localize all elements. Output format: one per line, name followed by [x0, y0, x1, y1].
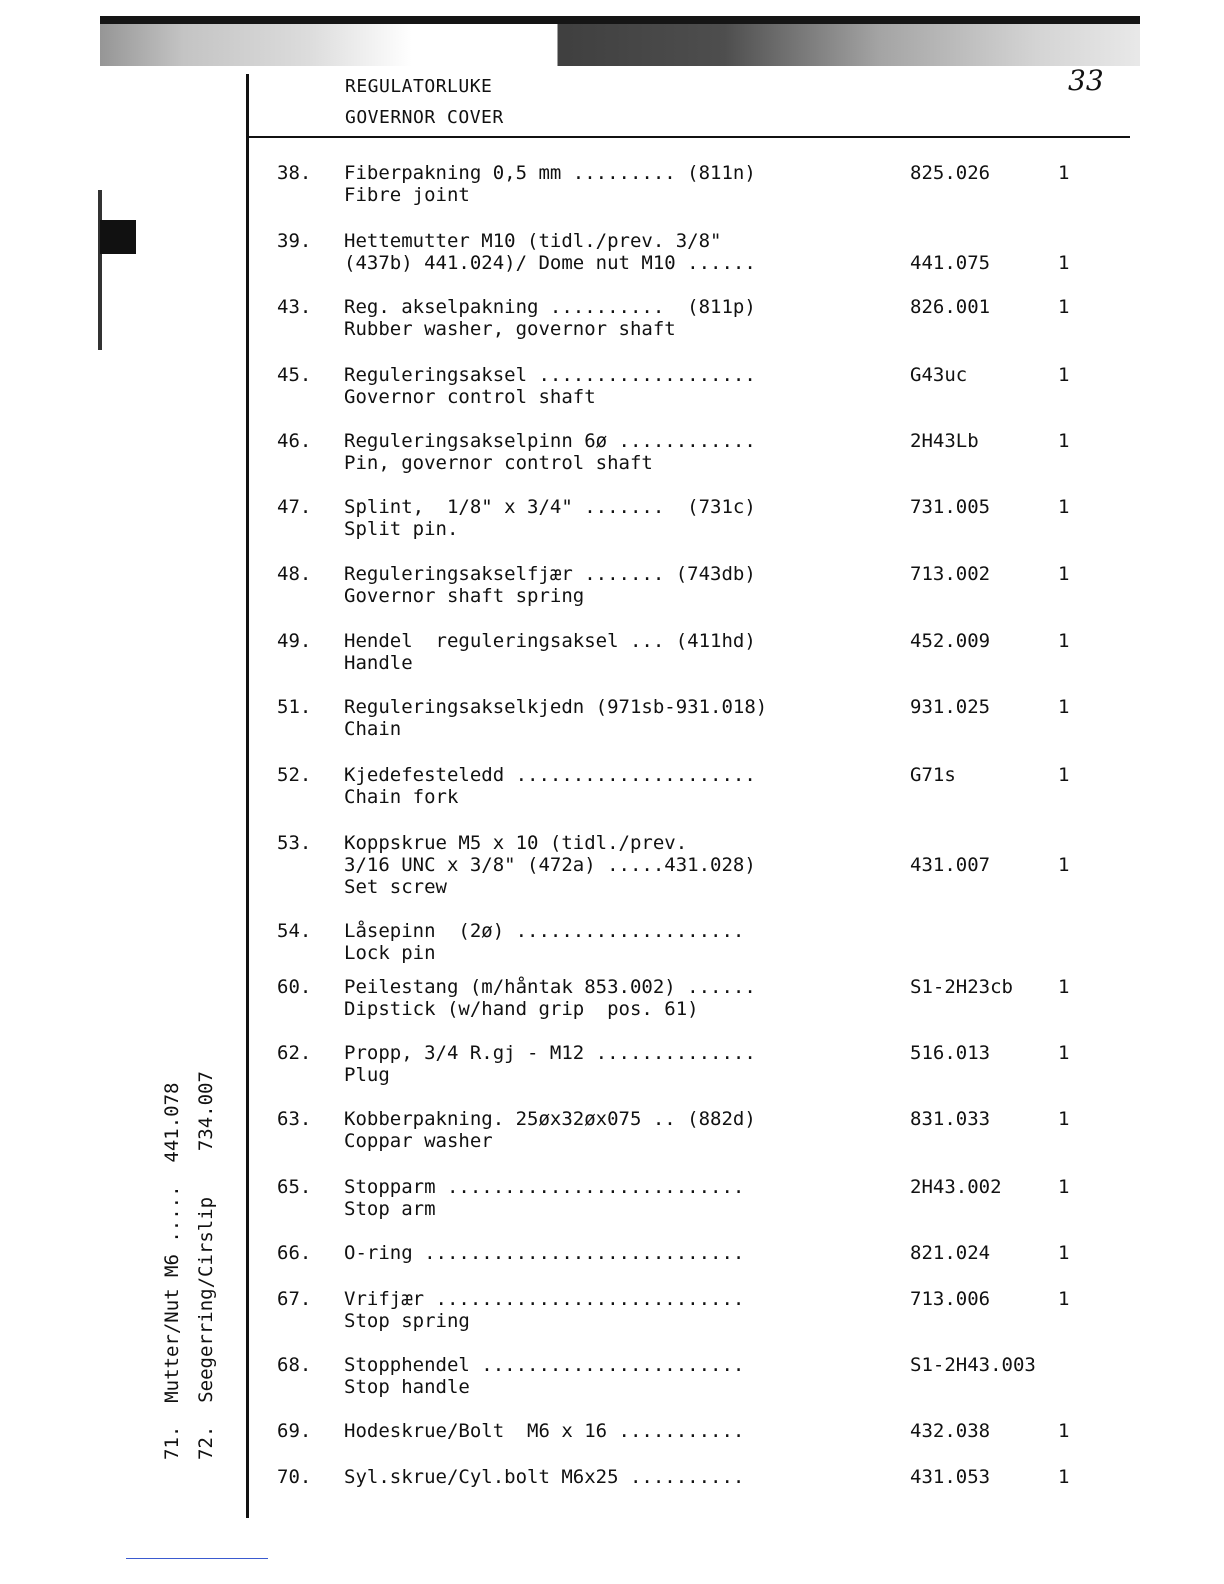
- part-number: 2H43.002: [910, 1176, 1002, 1198]
- footer-line: [126, 1558, 268, 1559]
- quantity: 1: [1058, 1242, 1070, 1264]
- item-description: Koppskrue M5 x 10 (tidl./prev. 3/16 UNC x 3/8" (472a) .....431.028) Set screw: [344, 832, 756, 898]
- item-number: 49.: [277, 630, 312, 652]
- item-number: 47.: [277, 496, 312, 518]
- item-number: 69.: [277, 1420, 312, 1442]
- item-description: Splint, 1/8" x 3/4" ....... (731c) Split pin.: [344, 496, 756, 540]
- item-number: 67.: [277, 1288, 312, 1310]
- quantity: 1: [1058, 364, 1070, 386]
- item-description: Vrifjær ........................... Stop spring: [344, 1288, 745, 1332]
- item-description: Propp, 3/4 R.gj - M12 .............. Plug: [344, 1042, 756, 1086]
- quantity: 1: [1058, 430, 1070, 452]
- item-description: O-ring ............................: [344, 1242, 745, 1264]
- quantity: 1: [1058, 764, 1070, 786]
- header-rule: [248, 136, 1130, 138]
- quantity: 1: [1058, 296, 1070, 318]
- part-number: 441.075: [910, 252, 991, 274]
- part-number: 731.005: [910, 496, 991, 518]
- item-number: 65.: [277, 1176, 312, 1198]
- binding-mark-bar: [98, 190, 102, 350]
- item-description: Stopphendel ....................... Stop handle: [344, 1354, 745, 1398]
- item-description: Reguleringsaksel ................... Governor control shaft: [344, 364, 756, 408]
- quantity: 1: [1058, 1108, 1070, 1130]
- item-number: 48.: [277, 563, 312, 585]
- item-number: 70.: [277, 1466, 312, 1488]
- quantity: 1: [1058, 1420, 1070, 1442]
- quantity: 1: [1058, 976, 1070, 998]
- item-description: Kobberpakning. 25øx32øx075 .. (882d) Coppar washer: [344, 1108, 756, 1152]
- item-description: Låsepinn (2ø) .................... Lock pin: [344, 920, 745, 964]
- quantity: 1: [1058, 162, 1070, 184]
- quantity: 1: [1058, 1466, 1070, 1488]
- quantity: 1: [1058, 696, 1070, 718]
- quantity: 1: [1058, 1288, 1070, 1310]
- item-number: 45.: [277, 364, 312, 386]
- item-number: 68.: [277, 1354, 312, 1376]
- part-number: 2H43Lb: [910, 430, 979, 452]
- page-number: 33: [1068, 64, 1104, 97]
- quantity: 1: [1058, 854, 1070, 876]
- side-note-line-71: 71. Mutter/Nut M6 ..... 441.078: [161, 1082, 183, 1460]
- part-number: S1-2H43.003: [910, 1354, 1036, 1376]
- item-description: Hodeskrue/Bolt M6 x 16 ...........: [344, 1420, 745, 1442]
- quantity: 1: [1058, 252, 1070, 274]
- item-description: Hettemutter M10 (tidl./prev. 3/8" (437b) 441.024)/ Dome nut M10 ......: [344, 230, 756, 274]
- item-description: Stopparm .......................... Stop arm: [344, 1176, 745, 1220]
- item-number: 52.: [277, 764, 312, 786]
- item-description: Reguleringsakselfjær ....... (743db) Governor shaft spring: [344, 563, 756, 607]
- part-number: 431.007: [910, 854, 991, 876]
- part-number: 931.025: [910, 696, 991, 718]
- part-number: 516.013: [910, 1042, 991, 1064]
- item-number: 62.: [277, 1042, 312, 1064]
- side-note: [155, 1071, 223, 1460]
- item-description: Kjedefesteledd ..................... Chain fork: [344, 764, 756, 808]
- item-number: 43.: [277, 296, 312, 318]
- item-number: 66.: [277, 1242, 312, 1264]
- item-number: 39.: [277, 230, 312, 252]
- item-number: 60.: [277, 976, 312, 998]
- part-number: 821.024: [910, 1242, 991, 1264]
- binding-mark-block: [100, 220, 136, 254]
- item-description: Reg. akselpakning .......... (811p) Rubber washer, governor shaft: [344, 296, 756, 340]
- item-description: Peilestang (m/håntak 853.002) ...... Dipstick (w/hand grip pos. 61): [344, 976, 756, 1020]
- item-description: Reguleringsakselpinn 6ø ............ Pin, governor control shaft: [344, 430, 756, 474]
- part-number: S1-2H23cb: [910, 976, 1013, 998]
- part-number: 432.038: [910, 1420, 991, 1442]
- part-number: G71s: [910, 764, 956, 786]
- quantity: 1: [1058, 1042, 1070, 1064]
- part-number: 713.006: [910, 1288, 991, 1310]
- quantity: 1: [1058, 630, 1070, 652]
- item-number: 38.: [277, 162, 312, 184]
- title-norwegian: REGULATORLUKE: [345, 76, 493, 97]
- item-number: 63.: [277, 1108, 312, 1130]
- quantity: 1: [1058, 563, 1070, 585]
- quantity: 1: [1058, 496, 1070, 518]
- item-number: 54.: [277, 920, 312, 942]
- item-description: Syl.skrue/Cyl.bolt M6x25 ..........: [344, 1466, 745, 1488]
- item-description: Hendel reguleringsaksel ... (411hd) Handle: [344, 630, 756, 674]
- title-english: GOVERNOR COVER: [345, 107, 504, 128]
- item-number: 46.: [277, 430, 312, 452]
- part-number: 713.002: [910, 563, 991, 585]
- scan-top-line: [100, 16, 1140, 24]
- part-number: 831.033: [910, 1108, 991, 1130]
- part-number: 826.001: [910, 296, 991, 318]
- item-description: Fiberpakning 0,5 mm ......... (811n) Fibre joint: [344, 162, 756, 206]
- margin-rule: [246, 74, 249, 1518]
- quantity: 1: [1058, 1176, 1070, 1198]
- part-number: 825.026: [910, 162, 991, 184]
- item-number: 51.: [277, 696, 312, 718]
- item-description: Reguleringsakselkjedn (971sb-931.018) Chain: [344, 696, 768, 740]
- side-note-line-72: 72. Seegerring/Cirslip 734.007: [195, 1071, 217, 1460]
- part-number: 431.053: [910, 1466, 991, 1488]
- item-number: 53.: [277, 832, 312, 854]
- part-number: G43uc: [910, 364, 968, 386]
- part-number: 452.009: [910, 630, 991, 652]
